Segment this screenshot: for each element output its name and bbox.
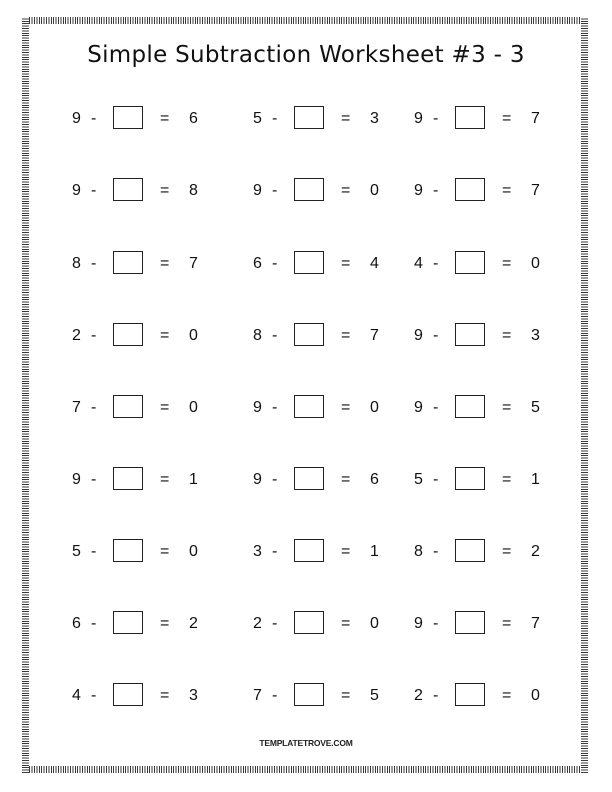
answer-box[interactable] bbox=[455, 395, 485, 418]
difference: 0 bbox=[531, 687, 540, 704]
equals-sign: = bbox=[160, 471, 170, 488]
answer-box[interactable] bbox=[294, 611, 324, 634]
subtraction-problem bbox=[72, 251, 202, 277]
minuend: 5 bbox=[253, 110, 262, 127]
equals-sign: = bbox=[341, 255, 351, 272]
minus-sign: - bbox=[91, 255, 97, 272]
minuend: 7 bbox=[72, 399, 81, 416]
answer-box[interactable] bbox=[113, 683, 143, 706]
subtraction-problem bbox=[253, 106, 383, 132]
equals-sign: = bbox=[341, 615, 351, 632]
minuend: 9 bbox=[414, 327, 423, 344]
equals-sign: = bbox=[341, 182, 351, 199]
minus-sign: - bbox=[272, 255, 278, 272]
minus-sign: - bbox=[433, 255, 439, 272]
minuend: 6 bbox=[253, 255, 262, 272]
difference: 4 bbox=[370, 255, 379, 272]
answer-box[interactable] bbox=[294, 539, 324, 562]
equals-sign: = bbox=[502, 399, 512, 416]
minus-sign: - bbox=[433, 687, 439, 704]
answer-box[interactable] bbox=[455, 323, 485, 346]
subtraction-problem bbox=[414, 106, 544, 132]
minus-sign: - bbox=[91, 543, 97, 560]
difference: 0 bbox=[370, 399, 379, 416]
difference: 1 bbox=[189, 471, 198, 488]
minus-sign: - bbox=[91, 399, 97, 416]
answer-box[interactable] bbox=[113, 467, 143, 490]
answer-box[interactable] bbox=[294, 395, 324, 418]
difference: 0 bbox=[531, 255, 540, 272]
minuend: 4 bbox=[72, 687, 81, 704]
answer-box[interactable] bbox=[294, 178, 324, 201]
answer-box[interactable] bbox=[455, 178, 485, 201]
minus-sign: - bbox=[433, 471, 439, 488]
equals-sign: = bbox=[502, 471, 512, 488]
answer-box[interactable] bbox=[113, 611, 143, 634]
answer-box[interactable] bbox=[455, 106, 485, 129]
difference: 2 bbox=[531, 543, 540, 560]
minuend: 8 bbox=[253, 327, 262, 344]
minuend: 9 bbox=[414, 615, 423, 632]
difference: 1 bbox=[370, 543, 379, 560]
minus-sign: - bbox=[433, 110, 439, 127]
minuend: 5 bbox=[414, 471, 423, 488]
minus-sign: - bbox=[272, 543, 278, 560]
difference: 7 bbox=[189, 255, 198, 272]
difference: 0 bbox=[189, 399, 198, 416]
equals-sign: = bbox=[502, 182, 512, 199]
minus-sign: - bbox=[433, 182, 439, 199]
answer-box[interactable] bbox=[113, 251, 143, 274]
minuend: 7 bbox=[253, 687, 262, 704]
subtraction-problem bbox=[72, 611, 202, 637]
minus-sign: - bbox=[91, 110, 97, 127]
difference: 6 bbox=[370, 471, 379, 488]
subtraction-problem bbox=[72, 395, 202, 421]
minus-sign: - bbox=[91, 471, 97, 488]
answer-box[interactable] bbox=[455, 611, 485, 634]
equals-sign: = bbox=[502, 255, 512, 272]
equals-sign: = bbox=[160, 399, 170, 416]
minuend: 4 bbox=[414, 255, 423, 272]
equals-sign: = bbox=[502, 327, 512, 344]
subtraction-problem bbox=[72, 467, 202, 493]
equals-sign: = bbox=[502, 110, 512, 127]
equals-sign: = bbox=[160, 110, 170, 127]
equals-sign: = bbox=[341, 471, 351, 488]
minus-sign: - bbox=[272, 615, 278, 632]
answer-box[interactable] bbox=[113, 539, 143, 562]
subtraction-problem bbox=[253, 683, 383, 709]
minus-sign: - bbox=[433, 399, 439, 416]
subtraction-problem bbox=[414, 395, 544, 421]
subtraction-problem bbox=[72, 683, 202, 709]
difference: 0 bbox=[370, 182, 379, 199]
minuend: 9 bbox=[253, 182, 262, 199]
subtraction-problem bbox=[414, 611, 544, 637]
difference: 3 bbox=[189, 687, 198, 704]
minuend: 9 bbox=[72, 471, 81, 488]
minuend: 8 bbox=[72, 255, 81, 272]
equals-sign: = bbox=[502, 615, 512, 632]
equals-sign: = bbox=[341, 110, 351, 127]
page-title: Simple Subtraction Worksheet #3 - 3 bbox=[87, 42, 525, 68]
subtraction-problem bbox=[414, 467, 544, 493]
answer-box[interactable] bbox=[294, 467, 324, 490]
equals-sign: = bbox=[341, 687, 351, 704]
difference: 5 bbox=[370, 687, 379, 704]
subtraction-problem bbox=[72, 323, 202, 349]
equals-sign: = bbox=[160, 327, 170, 344]
minuend: 9 bbox=[414, 399, 423, 416]
equals-sign: = bbox=[341, 543, 351, 560]
answer-box[interactable] bbox=[113, 395, 143, 418]
minuend: 9 bbox=[72, 110, 81, 127]
equals-sign: = bbox=[341, 327, 351, 344]
minuend: 9 bbox=[414, 110, 423, 127]
answer-box[interactable] bbox=[294, 106, 324, 129]
difference: 7 bbox=[370, 327, 379, 344]
equals-sign: = bbox=[160, 543, 170, 560]
difference: 6 bbox=[189, 110, 198, 127]
subtraction-problem bbox=[253, 323, 383, 349]
subtraction-problem bbox=[414, 323, 544, 349]
answer-box[interactable] bbox=[113, 178, 143, 201]
difference: 7 bbox=[531, 182, 540, 199]
minuend: 2 bbox=[414, 687, 423, 704]
subtraction-problem bbox=[414, 683, 544, 709]
subtraction-problem bbox=[253, 178, 383, 204]
minus-sign: - bbox=[91, 687, 97, 704]
difference: 5 bbox=[531, 399, 540, 416]
answer-box[interactable] bbox=[294, 323, 324, 346]
minus-sign: - bbox=[272, 471, 278, 488]
minuend: 2 bbox=[72, 327, 81, 344]
equals-sign: = bbox=[160, 615, 170, 632]
subtraction-problem bbox=[414, 178, 544, 204]
difference: 0 bbox=[370, 615, 379, 632]
answer-box[interactable] bbox=[455, 467, 485, 490]
minus-sign: - bbox=[272, 110, 278, 127]
subtraction-problem bbox=[253, 611, 383, 637]
minuend: 2 bbox=[253, 615, 262, 632]
difference: 2 bbox=[189, 615, 198, 632]
difference: 3 bbox=[531, 327, 540, 344]
minus-sign: - bbox=[433, 615, 439, 632]
equals-sign: = bbox=[341, 399, 351, 416]
difference: 7 bbox=[531, 110, 540, 127]
answer-box[interactable] bbox=[294, 683, 324, 706]
minuend: 9 bbox=[72, 182, 81, 199]
minuend: 5 bbox=[72, 543, 81, 560]
equals-sign: = bbox=[502, 543, 512, 560]
subtraction-problem bbox=[253, 467, 383, 493]
answer-box[interactable] bbox=[113, 323, 143, 346]
subtraction-problem bbox=[414, 251, 544, 277]
minuend: 3 bbox=[253, 543, 262, 560]
minus-sign: - bbox=[91, 615, 97, 632]
answer-box[interactable] bbox=[455, 251, 485, 274]
minuend: 9 bbox=[414, 182, 423, 199]
minus-sign: - bbox=[272, 687, 278, 704]
equals-sign: = bbox=[160, 255, 170, 272]
minus-sign: - bbox=[91, 182, 97, 199]
subtraction-problem bbox=[72, 178, 202, 204]
difference: 0 bbox=[189, 327, 198, 344]
minuend: 8 bbox=[414, 543, 423, 560]
answer-box[interactable] bbox=[455, 539, 485, 562]
site-credit: TEMPLATETROVE.COM bbox=[259, 738, 353, 748]
subtraction-problem bbox=[253, 395, 383, 421]
minuend: 6 bbox=[72, 615, 81, 632]
minus-sign: - bbox=[433, 543, 439, 560]
answer-box[interactable] bbox=[455, 683, 485, 706]
equals-sign: = bbox=[160, 687, 170, 704]
minus-sign: - bbox=[433, 327, 439, 344]
difference: 7 bbox=[531, 615, 540, 632]
answer-box[interactable] bbox=[113, 106, 143, 129]
minus-sign: - bbox=[272, 327, 278, 344]
subtraction-problem bbox=[253, 539, 383, 565]
minus-sign: - bbox=[272, 182, 278, 199]
subtraction-problem bbox=[253, 251, 383, 277]
minus-sign: - bbox=[272, 399, 278, 416]
minuend: 9 bbox=[253, 471, 262, 488]
difference: 8 bbox=[189, 182, 198, 199]
answer-box[interactable] bbox=[294, 251, 324, 274]
minuend: 9 bbox=[253, 399, 262, 416]
difference: 3 bbox=[370, 110, 379, 127]
equals-sign: = bbox=[160, 182, 170, 199]
subtraction-problem bbox=[414, 539, 544, 565]
minus-sign: - bbox=[91, 327, 97, 344]
subtraction-problem bbox=[72, 539, 202, 565]
subtraction-problem bbox=[72, 106, 202, 132]
equals-sign: = bbox=[502, 687, 512, 704]
difference: 0 bbox=[189, 543, 198, 560]
difference: 1 bbox=[531, 471, 540, 488]
